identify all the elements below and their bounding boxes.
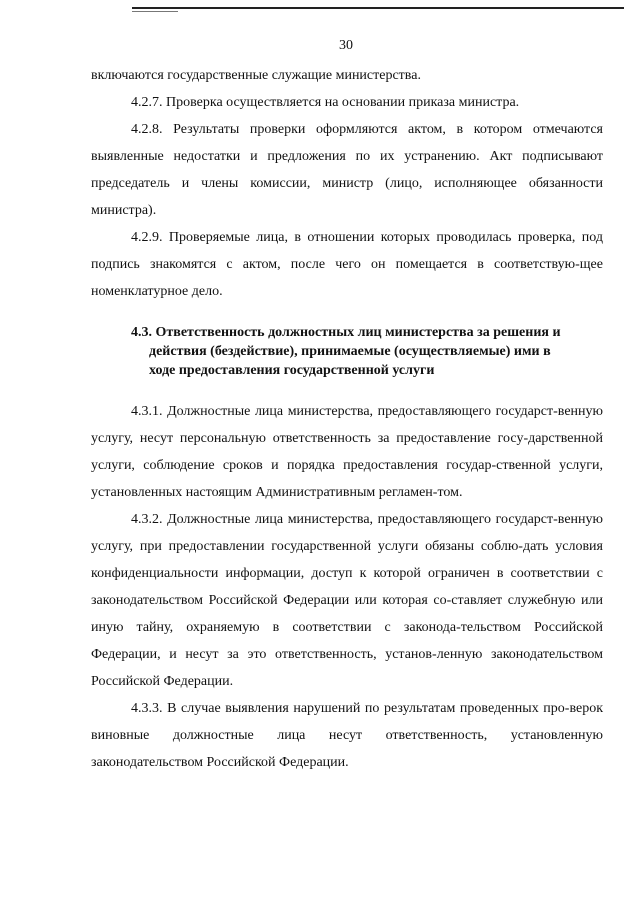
section-spacer (91, 305, 603, 323)
paragraph-4-3-2: 4.3.2. Должностные лица министерства, предоставляющего государст-венную услугу, при предоставлении государственной услуги обязаны соблю-дать условия конфиденциальности информации, доступ к которой ограничен в соответствии с законодательством Российской Федерации или которая со-ставляет служебную или иную тайну, охраняемую в соответствии с законода-тельством Российской Федерации, и несут за это ответственность, установ-ленную законодательством Российской Федерации. (91, 512, 603, 689)
section-heading-line-3: ходе предоставления государственной услуги (149, 363, 435, 378)
paragraph-4-3-1: 4.3.1. Должностные лица министерства, предоставляющего государст-венную услугу, несут персональную ответственность за предоставление госу-дарственной услуги, соблюдение сроков и порядка предоставления государ-ственной услуги, установленных настоящим Административным регламен-том. (91, 404, 603, 500)
top-border-rule-thin (132, 11, 178, 12)
section-spacer (91, 380, 603, 398)
section-heading-line-1: 4.3. Ответственность должностных лиц министерства за решения и (131, 325, 561, 340)
page-number: 30 (339, 38, 353, 53)
paragraph-4-2-9: 4.2.9. Проверяемые лица, в отношении которых проводилась проверка, под подпись знакомятся с актом, после чего он помещается в соответствую-щее номенклатурное дело. (91, 230, 603, 299)
paragraph-4-2-7: 4.2.7. Проверка осуществляется на основании приказа министра. (131, 95, 520, 110)
paragraph-4-3-3: 4.3.3. В случае выявления нарушений по результатам проведенных про-верок виновные должностные лица несут ответственность, установленную законодательством Российской Федерации. (91, 701, 603, 770)
top-border-rule (132, 7, 624, 9)
section-heading-line-2: действия (бездействие), принимаемые (осуществляемые) ими в (149, 344, 551, 359)
document-body (91, 62, 603, 776)
paragraph-4-2-8: 4.2.8. Результаты проверки оформляются актом, в котором отмечаются выявленные недостатки и предложения по их устранению. Акт подписывают председатель и члены комиссии, министр (лицо, исполняющее обязанности министра). (91, 122, 603, 218)
paragraph-continuation: включаются государственные служащие министерства. (91, 68, 421, 83)
